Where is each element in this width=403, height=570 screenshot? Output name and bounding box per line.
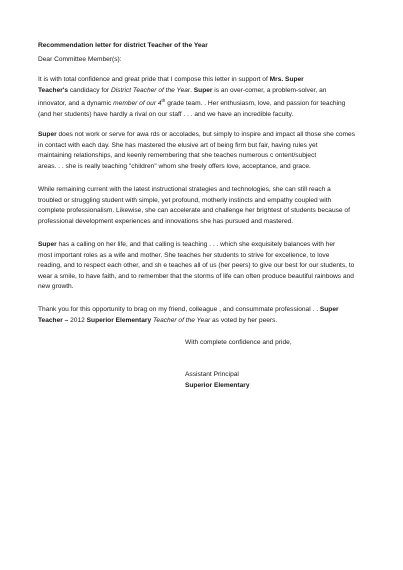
- p4-line-4: wear a smile, to have faith, and to remember that the storms of life can often produce beautiful rainbows and: [38, 272, 354, 280]
- letter-title: Recommendation letter for district Teacher of the Year: [38, 42, 208, 49]
- award-name: District Teacher of the Year: [110, 86, 191, 94]
- p5-text-2c: as voted by her peers.: [210, 316, 278, 324]
- p1-line-4: (and her students) have hardly a rival on our staff . . . and we have an incredible faculty.: [38, 110, 294, 118]
- p1-text-g: grade team. . Her enthusiasm, love, and passion for teaching: [165, 100, 346, 108]
- signer-school: [185, 381, 250, 392]
- p2-text-1: does not work or serve for awa rds or accolades, but simply to inspire and impact all those she comes: [56, 131, 356, 138]
- p1-text-c: .: [190, 86, 194, 94]
- p4-line-3: reading, and to respect each other, and sh e teaches all of us (her peers) to give our best for our students, to: [38, 262, 355, 270]
- p4-line-5: new growth.: [38, 283, 74, 291]
- teacher-name-short: Super: [193, 86, 213, 94]
- greeting: Dear Committee Member(s):: [38, 56, 122, 63]
- p5-school: Superior Elementary: [86, 316, 152, 324]
- p3-line-4: professional development experiences and innovations she has pursued and mastered.: [38, 217, 294, 225]
- p3-line-2: troubled or struggling student with simple, yet profound, motherly instincts and empathy coupled with: [38, 196, 332, 204]
- p5-name: Super: [319, 306, 339, 313]
- p5-award: Teacher of the Year: [151, 316, 211, 324]
- p4-text-1: has a calling on her life, and that calling is teaching . . . which she exquisitely balances with her: [56, 241, 336, 248]
- p1-text-a: It is with total confidence and great pride that I compose this letter in support of: [38, 76, 270, 83]
- p1-text-b: candidacy for: [68, 86, 111, 94]
- p1-line-1: [38, 75, 345, 86]
- p2-line-2: in contact with each day. She has mastered the elusive art of being firm but fair, having rules yet: [38, 141, 318, 149]
- teacher-name-possessive: Teacher's: [38, 86, 69, 94]
- p2-line-3: maintaining relationships, and keenly remembering that she teaches numerous c ontent/subject: [38, 152, 317, 160]
- p5-name-2: Teacher –: [38, 316, 69, 324]
- p2-line-4: areas. . . she is really teaching "children" whom she freely offers love, acceptance, and grace.: [38, 162, 311, 170]
- signature-block: [185, 370, 250, 391]
- signer-title: Assistant Principal: [185, 371, 239, 378]
- p2-name: Super: [38, 131, 57, 138]
- teacher-name: Mrs. Super: [269, 76, 304, 83]
- signer-school-name: Superior Elementary: [185, 381, 250, 389]
- paragraph-5: [38, 305, 339, 326]
- p4-name: Super: [38, 241, 57, 248]
- p1-text-d: is an over-comer, a problem-solver, an: [212, 86, 327, 94]
- paragraph-1: [38, 75, 345, 120]
- closing-line: With complete confidence and pride,: [185, 339, 292, 346]
- p1-line-3: [38, 96, 345, 110]
- p1-line-2: [38, 86, 345, 97]
- p5-text-2a: 2012: [68, 316, 87, 324]
- paragraph-2: [38, 130, 355, 172]
- p4-line-2: most important roles as a wife and mother. She teaches her students to strive for excellence, to love: [38, 251, 330, 259]
- p5-text-1: Thank you for this opportunity to brag on my friend, colleague , and consummate professional . .: [38, 306, 320, 313]
- p4-line-1: [38, 240, 354, 251]
- paragraph-3: [38, 185, 350, 227]
- p5-line-2: [38, 316, 339, 327]
- p5-line-1: [38, 305, 339, 316]
- ordinal-superscript: th: [161, 98, 166, 104]
- p1-text-f: member of our 4: [113, 100, 162, 108]
- p3-line-3: complete professionalism. Likewise, she can accelerate and challenge her brightest of students because of: [38, 207, 350, 215]
- p1-text-e: innovator, and a dynamic: [38, 100, 114, 108]
- paragraph-4: [38, 240, 354, 293]
- p3-line-1: While remaining current with the latest instructional strategies and technologies, she can still reach a: [38, 186, 331, 193]
- p2-line-1: [38, 130, 355, 141]
